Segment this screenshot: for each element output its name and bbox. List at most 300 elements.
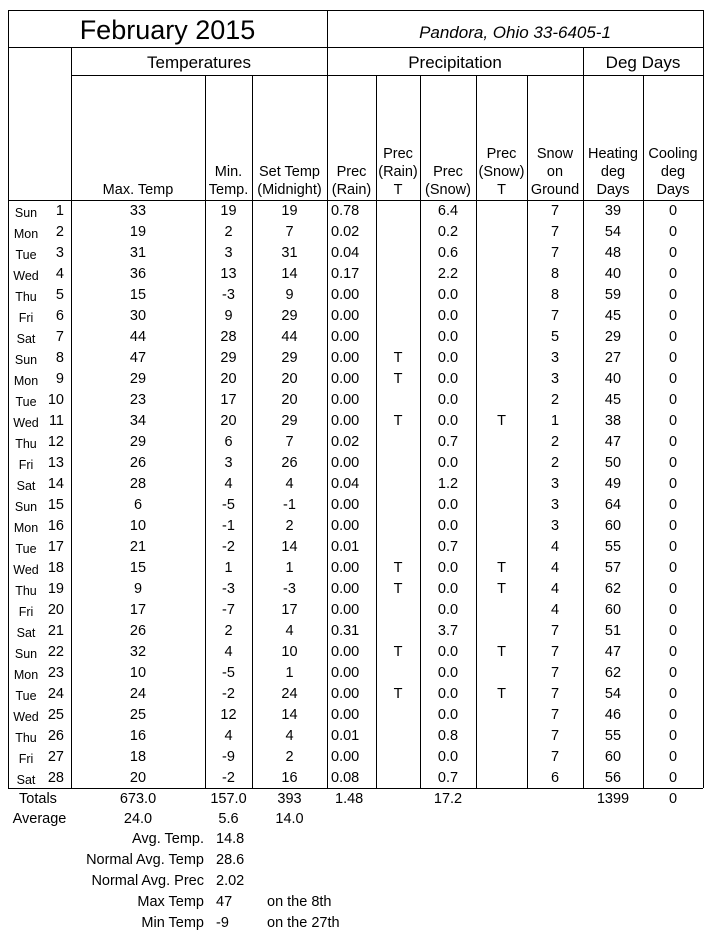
cell-min: 17 [220, 392, 237, 408]
cell-snow: 0.0 [437, 392, 459, 408]
cell-heat: 47 [604, 434, 622, 450]
row-weekday: Mon [13, 521, 39, 535]
cell-snow_t: T [497, 644, 506, 660]
cell-rain: 0.00 [331, 371, 360, 387]
row-weekday: Fri [18, 311, 34, 325]
average-set: 14.0 [275, 811, 304, 827]
summary-value: 47 [216, 894, 233, 910]
cell-heat: 45 [604, 308, 622, 324]
totals-rain: 1.48 [335, 791, 364, 807]
cell-max: 9 [133, 581, 143, 597]
cell-rain_t: T [393, 560, 403, 576]
cell-ground: 7 [550, 245, 560, 261]
cell-min: 20 [220, 413, 237, 429]
cell-max: 10 [129, 518, 147, 534]
cell-rain: 0.17 [331, 266, 360, 282]
cell-rain: 0.00 [331, 329, 360, 345]
cell-max: 16 [129, 728, 147, 744]
cell-cool: 0 [668, 728, 678, 744]
row-day-number: 3 [55, 245, 64, 261]
row-day-number: 1 [55, 203, 64, 219]
summary-label: Avg. Temp. [131, 831, 204, 847]
cell-min: -9 [222, 749, 235, 765]
cell-snow: 0.2 [437, 224, 459, 240]
cell-heat: 50 [604, 455, 622, 471]
cell-snow: 0.7 [437, 539, 459, 555]
cell-rain: 0.02 [331, 434, 360, 450]
header-min-temp-line: Temp. [208, 182, 249, 198]
cell-heat: 40 [604, 371, 622, 387]
row-weekday: Sun [14, 647, 38, 661]
cell-rain: 0.04 [331, 245, 360, 261]
cell-ground: 5 [550, 329, 560, 345]
cell-ground: 3 [550, 497, 560, 513]
row-day-number: 19 [47, 581, 64, 597]
summary-note: on the 8th [267, 894, 332, 910]
cell-heat: 60 [604, 749, 622, 765]
cell-heat: 60 [604, 602, 622, 618]
cell-cool: 0 [668, 497, 678, 513]
cell-ground: 4 [550, 539, 560, 555]
cell-ground: 4 [550, 581, 560, 597]
row-weekday: Sat [16, 332, 36, 346]
cell-ground: 7 [550, 308, 560, 324]
row-day-number: 8 [55, 350, 64, 366]
cell-min: -5 [222, 665, 235, 681]
cell-snow: 6.4 [437, 203, 459, 219]
cell-rain_t: T [393, 413, 403, 429]
cell-max: 21 [129, 539, 147, 555]
cell-min: -5 [222, 497, 235, 513]
cell-set: 7 [285, 224, 294, 240]
cell-min: 3 [224, 455, 233, 471]
row-day-number: 4 [55, 266, 64, 282]
cell-ground: 7 [550, 686, 560, 702]
cell-rain: 0.00 [331, 665, 360, 681]
cell-min: 4 [224, 644, 233, 660]
cell-set: 17 [281, 602, 298, 618]
cell-min: 29 [220, 350, 237, 366]
cell-max: 17 [129, 602, 147, 618]
cell-min: -3 [222, 287, 235, 303]
row-day-number: 24 [47, 686, 64, 702]
row-weekday: Mon [13, 374, 39, 388]
cell-rain_t: T [393, 581, 403, 597]
cell-heat: 51 [604, 623, 622, 639]
cell-max: 36 [129, 266, 147, 282]
cell-cool: 0 [668, 518, 678, 534]
row-weekday: Tue [15, 689, 37, 703]
cell-cool: 0 [668, 602, 678, 618]
cell-heat: 62 [604, 581, 622, 597]
cell-ground: 3 [550, 371, 560, 387]
header-cooling-line: deg [660, 164, 686, 180]
row-weekday: Sat [16, 479, 36, 493]
cell-rain: 0.08 [331, 770, 360, 786]
cell-cool: 0 [668, 581, 678, 597]
average-min: 5.6 [218, 811, 239, 827]
cell-min: 19 [220, 203, 237, 219]
row-weekday: Thu [15, 437, 37, 451]
cell-set: 24 [281, 686, 298, 702]
cell-snow: 0.0 [437, 665, 459, 681]
cell-snow: 0.0 [437, 644, 459, 660]
header-prec-rain-t-line: Prec [383, 146, 413, 162]
cell-set: 4 [285, 476, 294, 492]
header-prec-rain-line: Prec [336, 164, 367, 180]
station-name: Pandora, Ohio 33-6405-1 [419, 23, 611, 42]
header-prec-snow-t-line: Prec [486, 146, 517, 162]
cell-snow: 0.0 [437, 371, 459, 387]
totals-min: 157.0 [210, 791, 247, 807]
row-weekday: Sun [14, 206, 38, 220]
cell-set: 4 [285, 623, 294, 639]
cell-cool: 0 [668, 749, 678, 765]
cell-heat: 56 [604, 770, 622, 786]
cell-cool: 0 [668, 245, 678, 261]
header-max-temp-line: Max. Temp [102, 182, 174, 198]
cell-snow: 0.6 [437, 245, 459, 261]
cell-max: 18 [129, 749, 147, 765]
cell-min: -2 [222, 770, 235, 786]
totals-set: 393 [277, 791, 302, 807]
row-day-number: 6 [55, 308, 64, 324]
totals-label: Totals [19, 791, 57, 807]
cell-heat: 55 [604, 539, 622, 555]
cell-snow: 0.7 [437, 770, 459, 786]
row-weekday: Sat [16, 773, 36, 787]
cell-ground: 7 [550, 623, 560, 639]
header-prec-snow-line: Prec [433, 164, 463, 180]
cell-rain_t: T [393, 644, 403, 660]
cell-max: 34 [129, 413, 147, 429]
cell-ground: 3 [550, 476, 560, 492]
cell-rain: 0.00 [331, 560, 360, 576]
cell-set: 14 [281, 707, 298, 723]
cell-max: 23 [129, 392, 147, 408]
cell-ground: 7 [550, 728, 560, 744]
cell-set: 9 [285, 287, 294, 303]
cell-snow: 3.7 [437, 623, 459, 639]
group-precipitation: Precipitation [408, 53, 502, 72]
cell-rain_t: T [393, 686, 403, 702]
cell-min: 3 [224, 245, 233, 261]
row-day-number: 17 [47, 539, 64, 555]
summary-note: on the 27th [267, 915, 340, 931]
header-set-temp-line: (Midnight) [257, 182, 322, 198]
row-day-number: 18 [47, 560, 64, 576]
cell-ground: 7 [550, 707, 560, 723]
header-snow-ground-line: Ground [530, 182, 580, 198]
cell-cool: 0 [668, 539, 678, 555]
cell-snow: 0.8 [437, 728, 459, 744]
cell-ground: 7 [550, 644, 560, 660]
summary-value: 28.6 [216, 852, 245, 868]
cell-ground: 6 [550, 770, 560, 786]
row-day-number: 15 [47, 497, 64, 513]
group-temperatures: Temperatures [147, 53, 251, 72]
cell-rain: 0.00 [331, 686, 360, 702]
cell-min: -1 [222, 518, 235, 534]
cell-set: 1 [285, 560, 294, 576]
cell-heat: 39 [604, 203, 622, 219]
cell-heat: 49 [604, 476, 622, 492]
row-weekday: Sat [16, 626, 36, 640]
header-prec-rain-t-line: T [393, 182, 403, 198]
row-weekday: Sun [14, 500, 38, 514]
cell-snow: 0.0 [437, 749, 459, 765]
cell-min: 28 [220, 329, 237, 345]
cell-heat: 29 [604, 329, 622, 345]
cell-min: 4 [224, 728, 233, 744]
row-weekday: Wed [13, 416, 39, 430]
cell-heat: 46 [604, 707, 622, 723]
cell-ground: 8 [550, 266, 560, 282]
cell-set: 29 [281, 350, 298, 366]
row-day-number: 21 [47, 623, 64, 639]
cell-set: 19 [281, 203, 298, 219]
cell-min: 4 [224, 476, 233, 492]
cell-cool: 0 [668, 707, 678, 723]
cell-max: 26 [129, 455, 147, 471]
cell-max: 26 [129, 623, 147, 639]
totals-snow: 17.2 [433, 791, 463, 807]
summary-label: Min Temp [141, 915, 204, 931]
row-weekday: Wed [13, 563, 39, 577]
cell-set: 2 [285, 749, 294, 765]
cell-max: 6 [133, 497, 143, 513]
row-weekday: Fri [18, 458, 34, 472]
cell-max: 31 [129, 245, 147, 261]
cell-max: 10 [129, 665, 147, 681]
cell-rain: 0.00 [331, 308, 360, 324]
header-prec-rain-t-line: (Rain) [378, 164, 418, 180]
cell-ground: 3 [550, 518, 560, 534]
cell-snow: 0.0 [437, 581, 459, 597]
cell-set: 1 [285, 665, 294, 681]
cell-rain: 0.04 [331, 476, 360, 492]
header-snow-ground-line: on [546, 164, 564, 180]
header-cooling-line: Cooling [648, 146, 698, 162]
header-cooling-line: Days [656, 182, 690, 198]
cell-ground: 7 [550, 749, 560, 765]
summary-label: Max Temp [137, 894, 204, 910]
cell-rain: 0.00 [331, 455, 360, 471]
cell-set: 29 [281, 308, 298, 324]
cell-rain: 0.31 [331, 623, 360, 639]
row-day-number: 25 [47, 707, 64, 723]
cell-set: 20 [281, 371, 298, 387]
row-weekday: Tue [15, 395, 37, 409]
cell-max: 28 [129, 476, 147, 492]
cell-rain: 0.00 [331, 287, 360, 303]
cell-max: 20 [129, 770, 147, 786]
average-max: 24.0 [123, 811, 153, 827]
cell-max: 30 [129, 308, 147, 324]
header-heating-line: deg [600, 164, 626, 180]
cell-cool: 0 [668, 203, 678, 219]
cell-snow: 2.2 [437, 266, 459, 282]
cell-ground: 4 [550, 602, 560, 618]
totals-max: 673.0 [119, 791, 157, 807]
cell-heat: 47 [604, 644, 622, 660]
cell-set: -3 [283, 581, 296, 597]
cell-heat: 55 [604, 728, 622, 744]
cell-min: 1 [224, 560, 233, 576]
cell-cool: 0 [668, 392, 678, 408]
totals-heating: 1399 [596, 791, 630, 807]
cell-cool: 0 [668, 434, 678, 450]
row-weekday: Mon [13, 668, 39, 682]
cell-heat: 27 [604, 350, 622, 366]
cell-max: 15 [129, 560, 147, 576]
cell-max: 29 [129, 371, 147, 387]
cell-heat: 38 [604, 413, 622, 429]
row-weekday: Wed [13, 710, 39, 724]
header-prec-snow-line: (Snow) [425, 182, 471, 198]
cell-min: 2 [224, 224, 233, 240]
cell-set: 16 [281, 770, 298, 786]
row-day-number: 16 [47, 518, 64, 534]
cell-min: -7 [222, 602, 235, 618]
row-day-number: 13 [47, 455, 64, 471]
cell-rain: 0.78 [331, 203, 360, 219]
cell-ground: 2 [550, 392, 560, 408]
cell-snow: 0.7 [437, 434, 459, 450]
cell-min: -3 [222, 581, 235, 597]
cell-max: 25 [129, 707, 147, 723]
row-day-number: 27 [47, 749, 64, 765]
cell-max: 32 [129, 644, 147, 660]
cell-min: -2 [222, 686, 235, 702]
cell-heat: 60 [604, 518, 622, 534]
row-day-number: 26 [47, 728, 64, 744]
header-heating-line: Heating [588, 146, 638, 162]
row-day-number: 23 [47, 665, 64, 681]
cell-min: 6 [224, 434, 233, 450]
summary-label: Normal Avg. Prec [91, 873, 204, 889]
summary-label: Normal Avg. Temp [86, 852, 204, 868]
cell-set: 20 [281, 392, 298, 408]
cell-set: 44 [281, 329, 298, 345]
cell-rain: 0.00 [331, 392, 360, 408]
row-day-number: 7 [55, 329, 64, 345]
header-prec-snow-t-line: (Snow) [478, 164, 525, 180]
cell-heat: 57 [604, 560, 622, 576]
cell-snow: 0.0 [437, 350, 459, 366]
cell-rain: 0.01 [331, 539, 360, 555]
cell-cool: 0 [668, 329, 678, 345]
cell-set: -1 [283, 497, 296, 513]
row-weekday: Tue [15, 542, 37, 556]
cell-cool: 0 [668, 665, 678, 681]
cell-cool: 0 [668, 224, 678, 240]
average-label: Average [12, 811, 67, 827]
cell-heat: 40 [604, 266, 622, 282]
cell-cool: 0 [668, 623, 678, 639]
cell-min: 13 [220, 266, 237, 282]
cell-cool: 0 [668, 371, 678, 387]
page-title: February 2015 [79, 15, 256, 45]
row-weekday: Thu [15, 290, 37, 304]
cell-set: 29 [281, 413, 298, 429]
cell-heat: 54 [604, 224, 622, 240]
cell-snow: 0.0 [437, 497, 459, 513]
cell-cool: 0 [668, 413, 678, 429]
cell-set: 31 [281, 245, 298, 261]
cell-snow: 1.2 [437, 476, 459, 492]
header-heating-line: Days [596, 182, 630, 198]
cell-cool: 0 [668, 686, 678, 702]
cell-snow: 0.0 [437, 413, 459, 429]
cell-min: 9 [224, 308, 233, 324]
summary-value: 2.02 [216, 873, 245, 889]
cell-rain_t: T [393, 350, 403, 366]
cell-snow: 0.0 [437, 707, 459, 723]
cell-rain: 0.01 [331, 728, 360, 744]
cell-heat: 62 [604, 665, 622, 681]
row-day-number: 20 [47, 602, 64, 618]
row-day-number: 22 [47, 644, 64, 660]
cell-snow_t: T [497, 560, 506, 576]
cell-rain: 0.00 [331, 518, 360, 534]
row-weekday: Sun [14, 353, 38, 367]
cell-cool: 0 [668, 287, 678, 303]
row-weekday: Fri [18, 752, 34, 766]
row-day-number: 11 [48, 413, 64, 429]
cell-rain: 0.00 [331, 413, 360, 429]
cell-snow_t: T [497, 413, 506, 429]
cell-ground: 8 [550, 287, 560, 303]
header-prec-rain-line: (Rain) [331, 182, 372, 198]
cell-set: 4 [285, 728, 294, 744]
cell-set: 14 [281, 539, 298, 555]
row-day-number: 12 [47, 434, 64, 450]
cell-min: 2 [224, 623, 233, 639]
cell-snow: 0.0 [437, 308, 459, 324]
cell-ground: 3 [550, 350, 560, 366]
cell-rain: 0.02 [331, 224, 360, 240]
cell-rain: 0.00 [331, 749, 360, 765]
group-deg-days: Deg Days [605, 53, 681, 72]
cell-set: 7 [285, 434, 294, 450]
cell-snow: 0.0 [437, 560, 459, 576]
row-weekday: Thu [15, 584, 37, 598]
cell-max: 24 [129, 686, 147, 702]
cell-rain: 0.00 [331, 497, 360, 513]
cell-max: 44 [129, 329, 147, 345]
cell-cool: 0 [668, 644, 678, 660]
cell-ground: 7 [550, 224, 560, 240]
cell-rain: 0.00 [331, 602, 360, 618]
summary-value: -9 [216, 915, 229, 931]
cell-rain: 0.00 [331, 581, 360, 597]
header-set-temp-line: Set Temp [259, 164, 320, 180]
cell-snow: 0.0 [437, 329, 459, 345]
cell-max: 19 [129, 224, 147, 240]
cell-min: 20 [220, 371, 237, 387]
cell-cool: 0 [668, 476, 678, 492]
cell-snow_t: T [497, 581, 506, 597]
cell-ground: 2 [550, 455, 560, 471]
cell-min: 12 [220, 707, 237, 723]
totals-cooling: 0 [668, 791, 678, 807]
cell-snow: 0.0 [437, 602, 459, 618]
cell-snow: 0.0 [437, 686, 459, 702]
cell-cool: 0 [668, 455, 678, 471]
cell-snow: 0.0 [437, 518, 459, 534]
cell-max: 29 [129, 434, 147, 450]
